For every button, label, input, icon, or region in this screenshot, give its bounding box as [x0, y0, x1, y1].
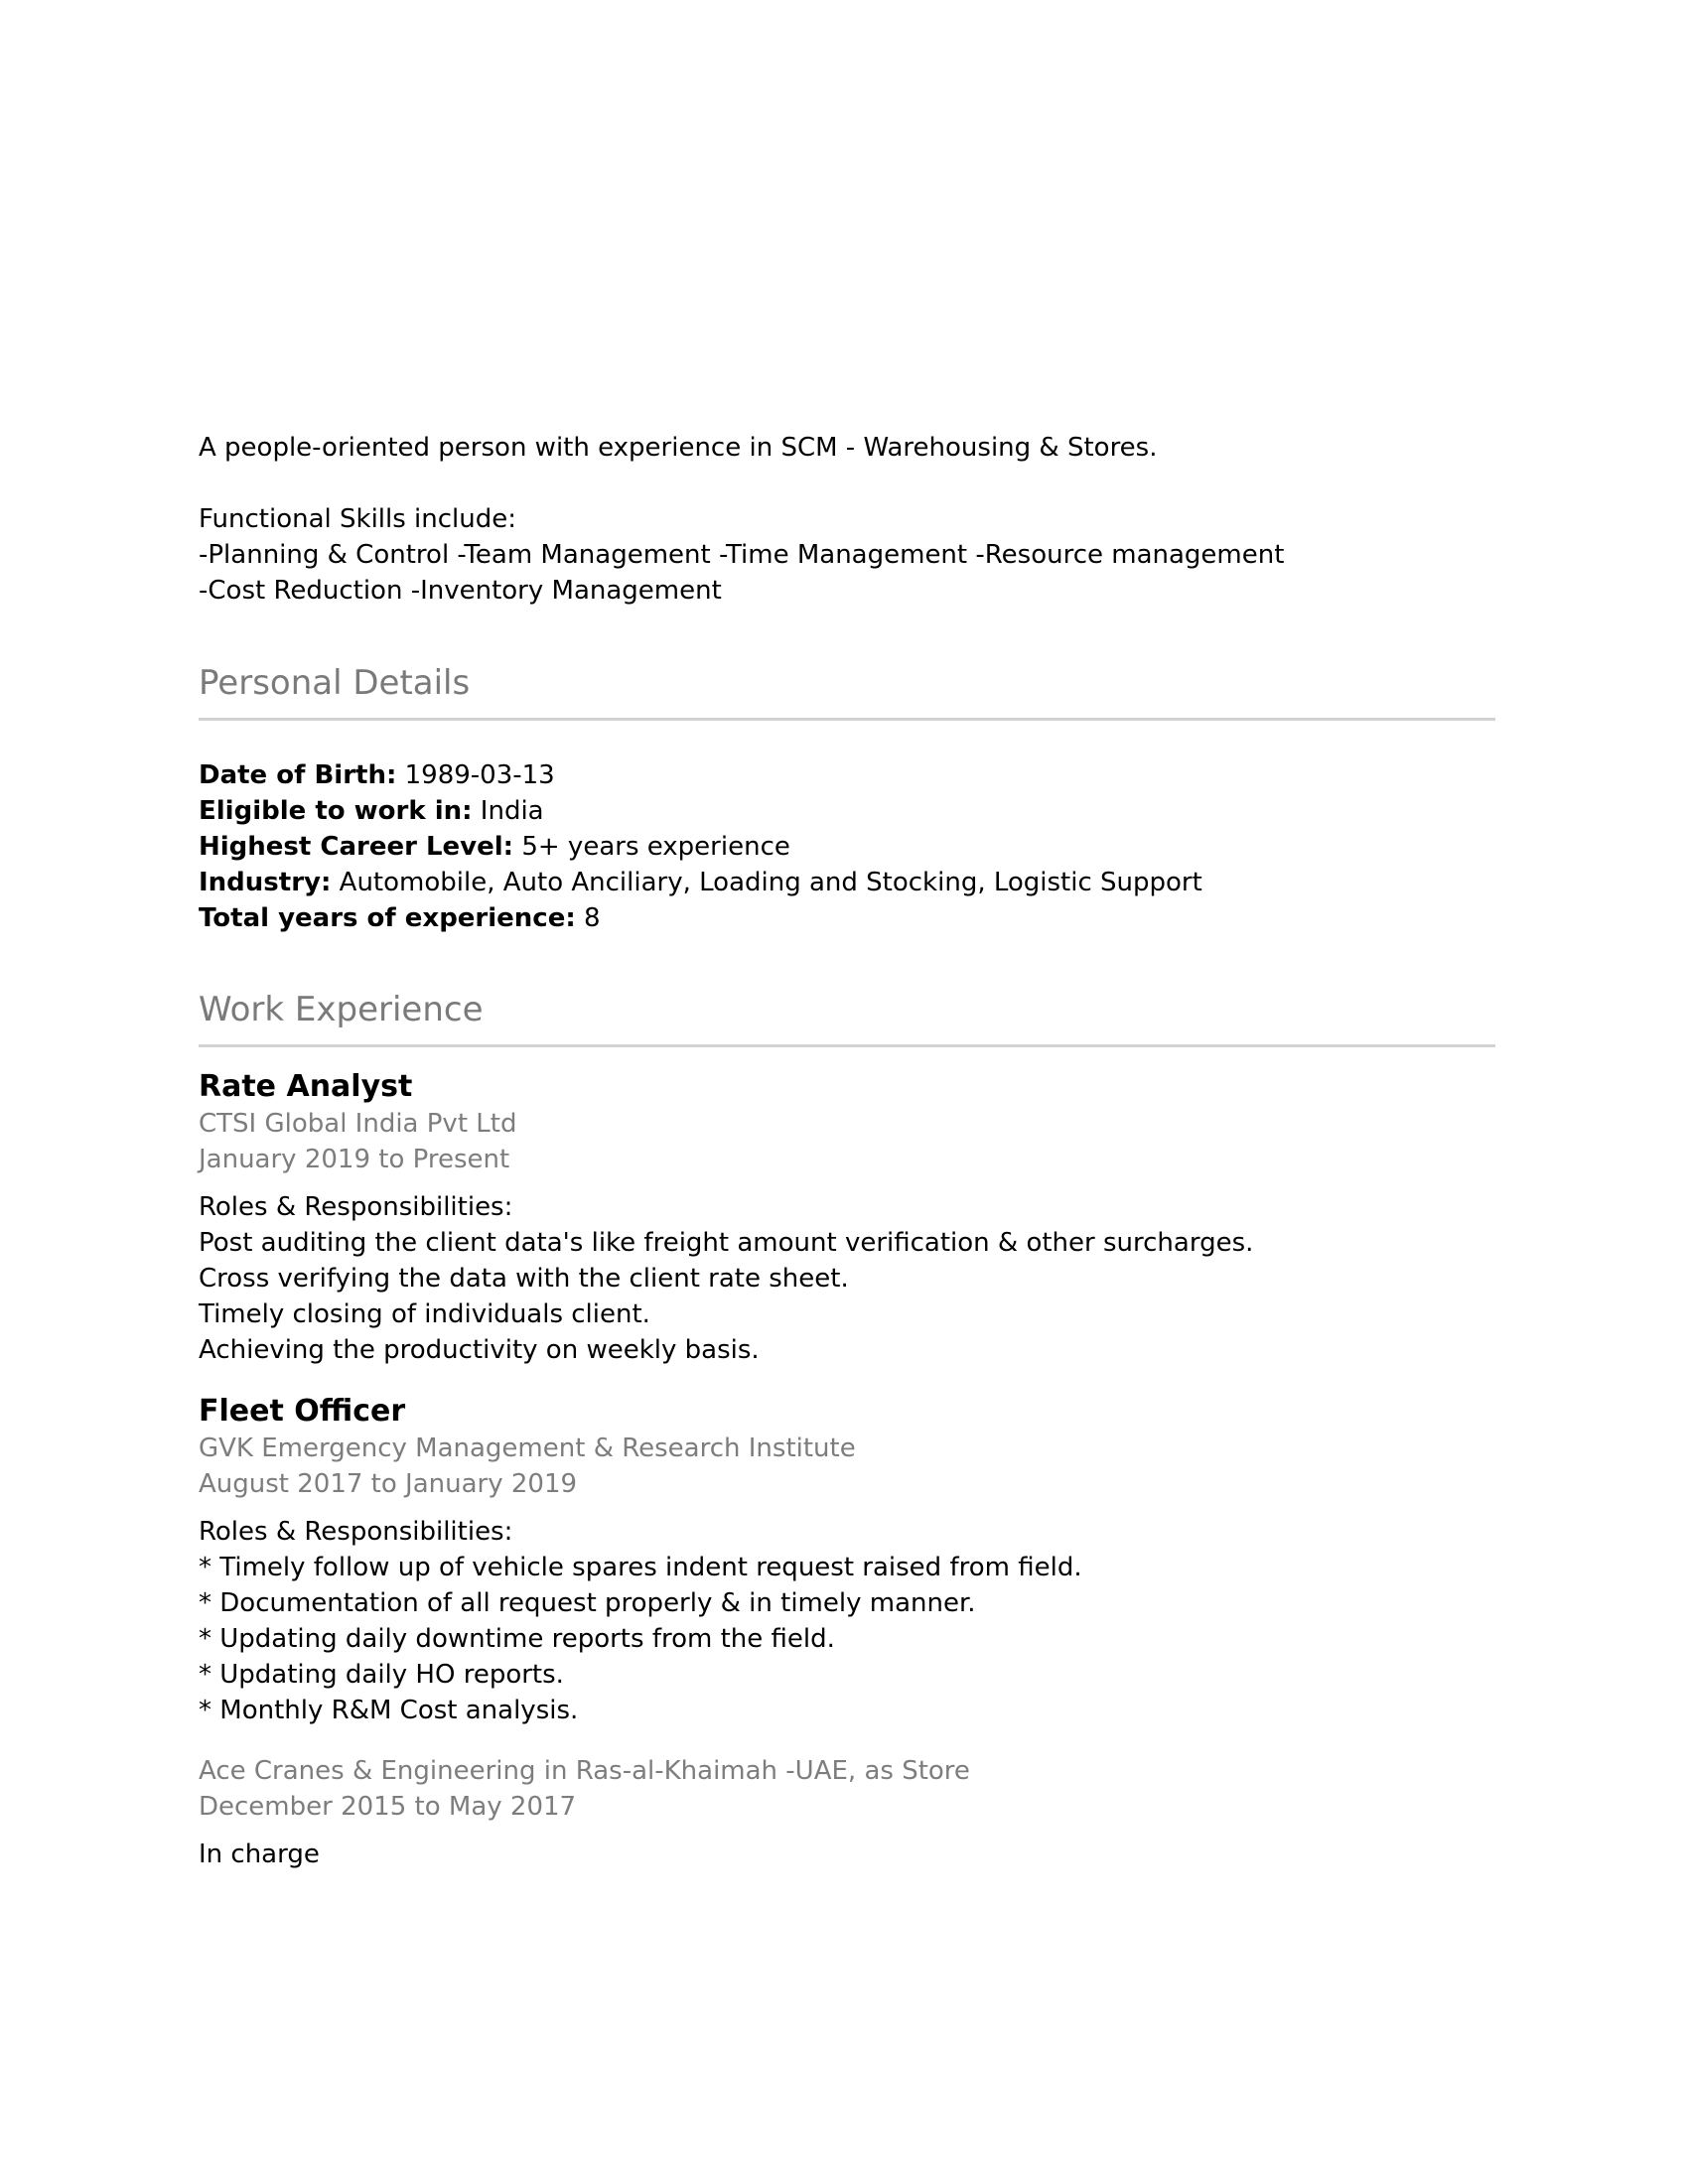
job-line: * Monthly R&M Cost analysis.	[199, 1696, 579, 1725]
job-dates: August 2017 to January 2019	[199, 1469, 578, 1499]
skills-line: -Planning & Control -Team Management -Time Management -Resource management	[199, 540, 1285, 570]
job-line: In charge	[199, 1840, 320, 1869]
summary-intro: A people-oriented person with experience in SCM - Warehousing & Stores.	[199, 433, 1158, 463]
job-company: CTSI Global India Pvt Ltd	[199, 1109, 517, 1139]
job-dates: January 2019 to Present	[199, 1145, 510, 1174]
field-label: Date of Birth:	[199, 760, 397, 790]
job-line: * Updating daily HO reports.	[199, 1660, 564, 1690]
personal-details-heading: Personal Details	[199, 663, 471, 703]
personal-field-eligible	[199, 793, 544, 829]
field-value: 1989-03-13	[404, 760, 555, 790]
field-value: 8	[584, 903, 601, 933]
skills-heading: Functional Skills include:	[199, 504, 517, 534]
personal-field-total-experience	[199, 900, 601, 936]
job-line: Cross verifying the data with the client rate sheet.	[199, 1264, 849, 1294]
job-line: Post auditing the client data's like freight amount verification & other surcharges.	[199, 1228, 1254, 1258]
job-line: * Documentation of all request properly & in timely manner.	[199, 1588, 976, 1618]
section-divider	[199, 1044, 1495, 1047]
field-value: India	[480, 796, 544, 826]
job-company: Ace Cranes & Engineering in Ras-al-Khaimah -UAE, as Store	[199, 1756, 970, 1786]
job-line: Roles & Responsibilities:	[199, 1192, 513, 1222]
field-label: Industry:	[199, 868, 332, 897]
field-value: Automobile, Auto Anciliary, Loading and Stocking, Logistic Support	[339, 868, 1202, 897]
job-company: GVK Emergency Management & Research Institute	[199, 1433, 856, 1463]
job-line: Achieving the productivity on weekly basis.	[199, 1335, 760, 1365]
field-value: 5+ years experience	[521, 832, 790, 862]
personal-field-industry	[199, 865, 1202, 900]
personal-field-career-level	[199, 829, 790, 865]
field-label: Total years of experience:	[199, 903, 576, 933]
job-line: Timely closing of individuals client.	[199, 1299, 650, 1329]
job-line: * Timely follow up of vehicle spares indent request raised from field.	[199, 1553, 1082, 1582]
job-title: Rate Analyst	[199, 1069, 413, 1104]
job-line: Roles & Responsibilities:	[199, 1517, 513, 1547]
job-title: Fleet Officer	[199, 1394, 406, 1429]
job-line: * Updating daily downtime reports from the field.	[199, 1624, 835, 1654]
work-experience-heading: Work Experience	[199, 990, 484, 1029]
field-label: Eligible to work in:	[199, 796, 473, 826]
field-label: Highest Career Level:	[199, 832, 514, 862]
job-dates: December 2015 to May 2017	[199, 1792, 577, 1822]
personal-field-dob	[199, 757, 555, 793]
skills-line: -Cost Reduction -Inventory Management	[199, 576, 722, 606]
section-divider	[199, 718, 1495, 721]
